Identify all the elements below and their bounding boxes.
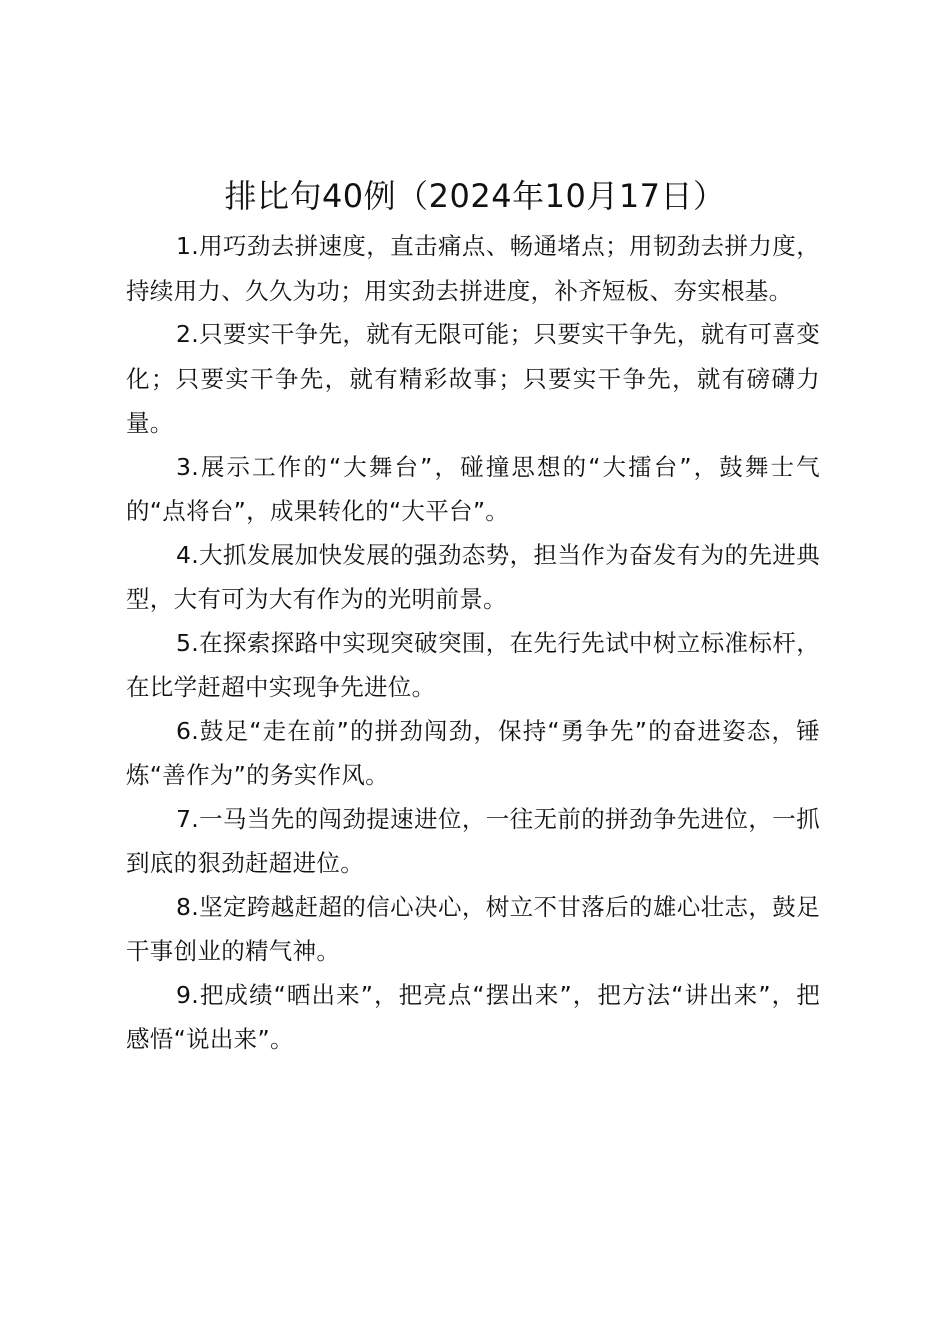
paragraph-6: 6.鼓足“走在前”的拼劲闯劲，保持“勇争先”的奋进姿态，锤炼“善作为”的务实作风。 — [126, 716, 820, 789]
paragraph-3: 3.展示工作的“大舞台”，碰撞思想的“大擂台”，鼓舞士气的“点将台”，成果转化的“大平台”。 — [126, 452, 820, 525]
paragraph-8: 8.坚定跨越赶超的信心决心，树立不甘落后的雄心壮志，鼓足干事创业的精气神。 — [126, 892, 820, 965]
paragraph-9: 9.把成绩“晒出来”，把亮点“摆出来”，把方法“讲出来”，把感悟“说出来”。 — [126, 980, 820, 1053]
document-body — [126, 224, 820, 1061]
paragraph-5: 5.在探索探路中实现突破突围，在先行先试中树立标准标杆，在比学赶超中实现争先进位。 — [126, 628, 820, 701]
paragraph-7: 7.一马当先的闯劲提速进位，一往无前的拼劲争先进位，一抓到底的狠劲赶超进位。 — [126, 804, 820, 877]
paragraph-2: 2.只要实干争先，就有无限可能；只要实干争先，就有可喜变化；只要实干争先，就有精彩故事；只要实干争先，就有磅礴力量。 — [126, 320, 820, 437]
paragraph-4: 4.大抓发展加快发展的强劲态势，担当作为奋发有为的先进典型，大有可为大有作为的光明前景。 — [126, 540, 820, 613]
document-title: 排比句40例（2024年10月17日） — [224, 177, 726, 215]
paragraph-1: 1.用巧劲去拼速度，直击痛点、畅通堵点；用韧劲去拼力度，持续用力、久久为功；用实劲去拼进度，补齐短板、夯实根基。 — [126, 232, 820, 305]
